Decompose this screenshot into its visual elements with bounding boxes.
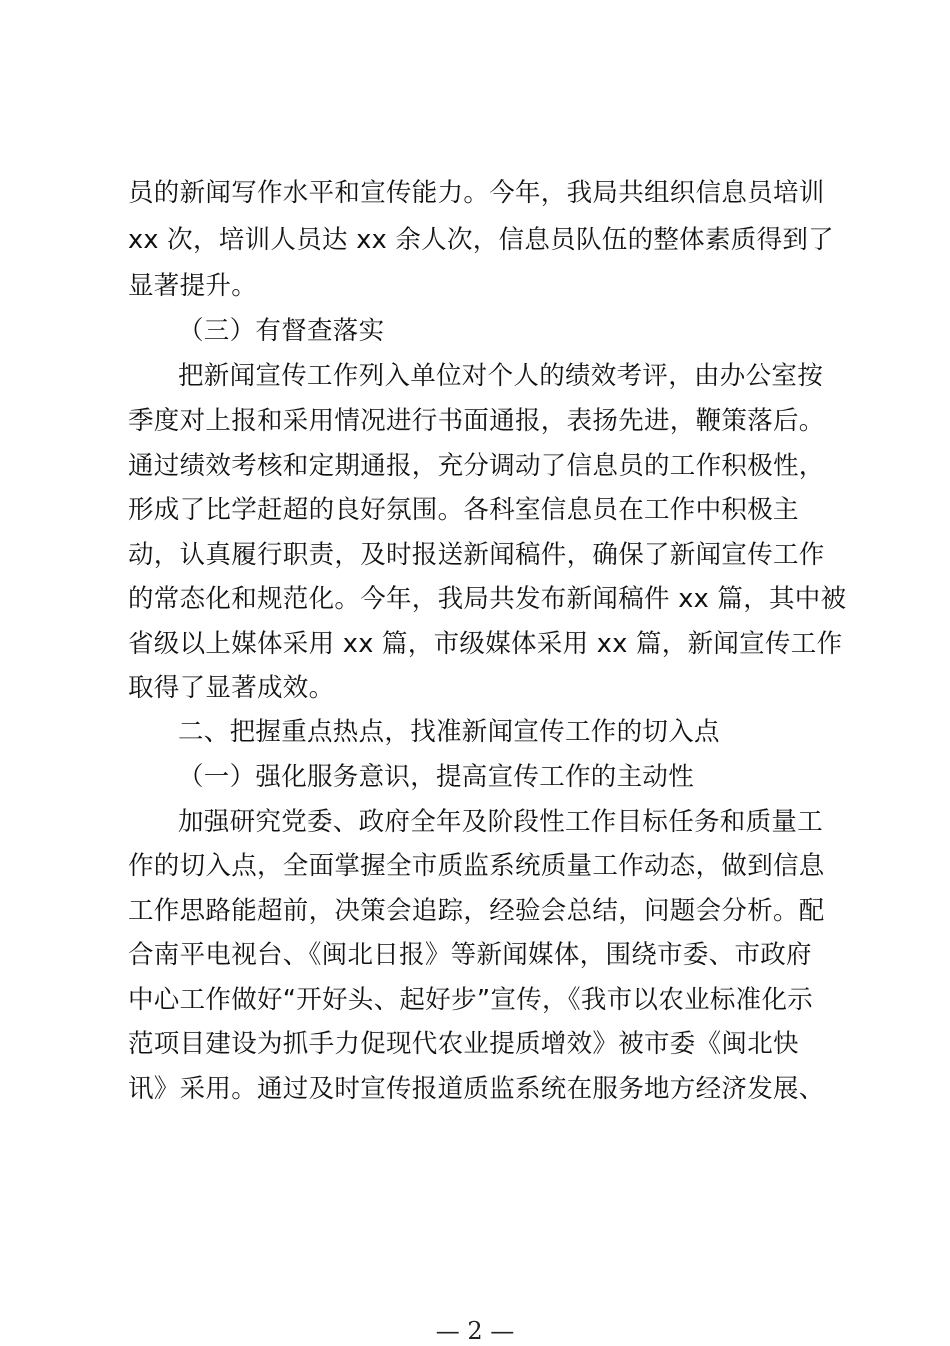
text-line: 员的新闻写作水平和宣传能力。今年，我局共组织信息员培训 (128, 178, 825, 208)
text-line: 动，认真履行职责，及时报送新闻稿件，确保了新闻宣传工作 (128, 540, 825, 570)
section-heading: 二、把握重点热点，找准新闻宣传工作的切入点 (178, 717, 720, 747)
subsection-heading: （三）有督查落实 (178, 316, 385, 346)
text-line: 省级以上媒体采用 xx 篇，市级媒体采用 xx 篇，新闻宣传工作 (128, 629, 843, 659)
text-line: xx 次，培训人员达 xx 余人次，信息员队伍的整体素质得到了 (128, 225, 834, 255)
text-line: 讯》采用。通过及时宣传报道质监系统在服务地方经济发展、 (128, 1074, 825, 1104)
paragraph-first-line: 把新闻宣传工作列入单位对个人的绩效考评，由办公室按 (178, 361, 824, 391)
subsection-heading: （一）强化服务意识，提高宣传工作的主动性 (178, 762, 695, 792)
text-line: 取得了显著成效。 (128, 673, 335, 703)
text-line: 显著提升。 (128, 271, 258, 301)
text-line: 通过绩效考核和定期通报，充分调动了信息员的工作积极性， (128, 451, 825, 481)
text-line: 范项目建设为抓手力促现代农业提质增效》被市委《闽北快 (128, 1029, 799, 1059)
text-line: 的常态化和规范化。今年，我局共发布新闻稿件 xx 篇，其中被 (128, 584, 847, 614)
text-line: 中心工作做好“开好头、起好步”宣传，《我市以农业标准化示 (128, 985, 814, 1015)
page-number: — 2 — (435, 1317, 515, 1345)
text-line: 工作思路能超前，决策会追踪，经验会总结，问题会分析。配 (128, 896, 825, 926)
text-line: 形成了比学赶超的良好氛围。各科室信息员在工作中积极主 (128, 495, 799, 525)
text-line: 季度对上报和采用情况进行书面通报，表扬先进，鞭策落后。 (128, 406, 825, 436)
text-line: 合南平电视台、《闽北日报》等新闻媒体，围绕市委、市政府 (128, 940, 812, 970)
text-line: 作的切入点，全面掌握全市质监系统质量工作动态，做到信息 (128, 851, 825, 881)
paragraph-first-line: 加强研究党委、政府全年及阶段性工作目标任务和质量工 (178, 807, 824, 837)
